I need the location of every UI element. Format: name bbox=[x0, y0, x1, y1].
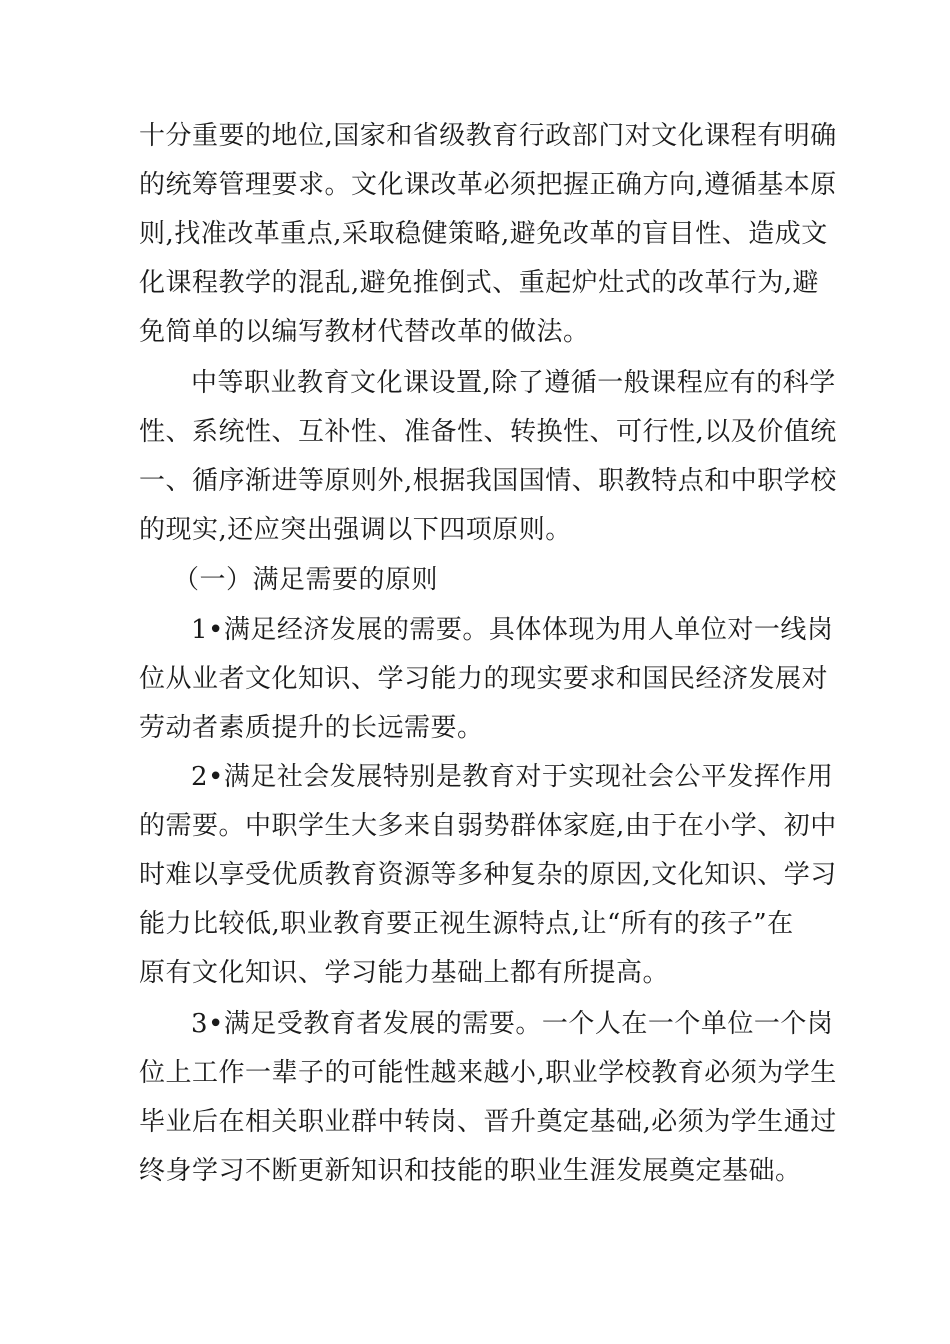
section-heading-text: （一）满足需要的原则 bbox=[173, 565, 439, 595]
paragraph-line: 的现实,还应突出强调以下四项原则。 bbox=[139, 515, 572, 545]
paragraph-line: 原有文化知识、学习能力基础上都有所提高。 bbox=[139, 958, 670, 988]
paragraph-line: 毕业后在相关职业群中转岗、晋升奠定基础,必须为学生通过 bbox=[139, 1107, 837, 1137]
paragraph-continuation bbox=[139, 112, 837, 357]
list-item-2 bbox=[139, 753, 837, 998]
paragraph-line: 时难以享受优质教育资源等多种复杂的原因,文化知识、学习 bbox=[139, 860, 837, 890]
paragraph-line: 终身学习不断更新知识和技能的职业生涯发展奠定基础。 bbox=[139, 1156, 802, 1186]
paragraph-line: 位上工作一辈子的可能性越来越小,职业学校教育必须为学生 bbox=[139, 1058, 837, 1088]
paragraph-line: 十分重要的地位,国家和省级教育行政部门对文化课程有明确 bbox=[139, 121, 837, 151]
list-item-1 bbox=[139, 606, 834, 753]
paragraph-line: 3•满足受教育者发展的需要。一个人在一个单位一个岗 bbox=[191, 1009, 834, 1039]
paragraph-line: 2•满足社会发展特别是教育对于实现社会公平发挥作用 bbox=[191, 762, 834, 792]
paragraph-line: 的需要。中职学生大多来自弱势群体家庭,由于在小学、初中 bbox=[139, 811, 837, 841]
paragraph-principles-intro bbox=[139, 359, 837, 555]
paragraph-line: 位从业者文化知识、学习能力的现实要求和国民经济发展对 bbox=[139, 664, 829, 694]
paragraph-line: 能力比较低,职业教育要正视生源特点,让“所有的孩子”在 bbox=[139, 909, 794, 939]
paragraph-line: 则,找准改革重点,采取稳健策略,避免改革的盲目性、造成文 bbox=[139, 219, 828, 249]
paragraph-line: 中等职业教育文化课设置,除了遵循一般课程应有的科学 bbox=[191, 368, 836, 398]
paragraph-line: 劳动者素质提升的长远需要。 bbox=[139, 713, 484, 743]
paragraph-line: 性、系统性、互补性、准备性、转换性、可行性,以及价值统 bbox=[139, 417, 837, 447]
paragraph-line: 化课程教学的混乱,避免推倒式、重起炉灶式的改革行为,避 bbox=[139, 268, 820, 298]
section-heading bbox=[139, 556, 817, 605]
paragraph-line: 1•满足经济发展的需要。具体体现为用人单位对一线岗 bbox=[191, 615, 834, 645]
paragraph-line: 免简单的以编写教材代替改革的做法。 bbox=[139, 317, 590, 347]
paragraph-line: 的统筹管理要求。文化课改革必须把握正确方向,遵循基本原 bbox=[139, 170, 837, 200]
list-item-3 bbox=[139, 1000, 837, 1196]
paragraph-line: 一、循序渐进等原则外,根据我国国情、职教特点和中职学校 bbox=[139, 466, 837, 496]
